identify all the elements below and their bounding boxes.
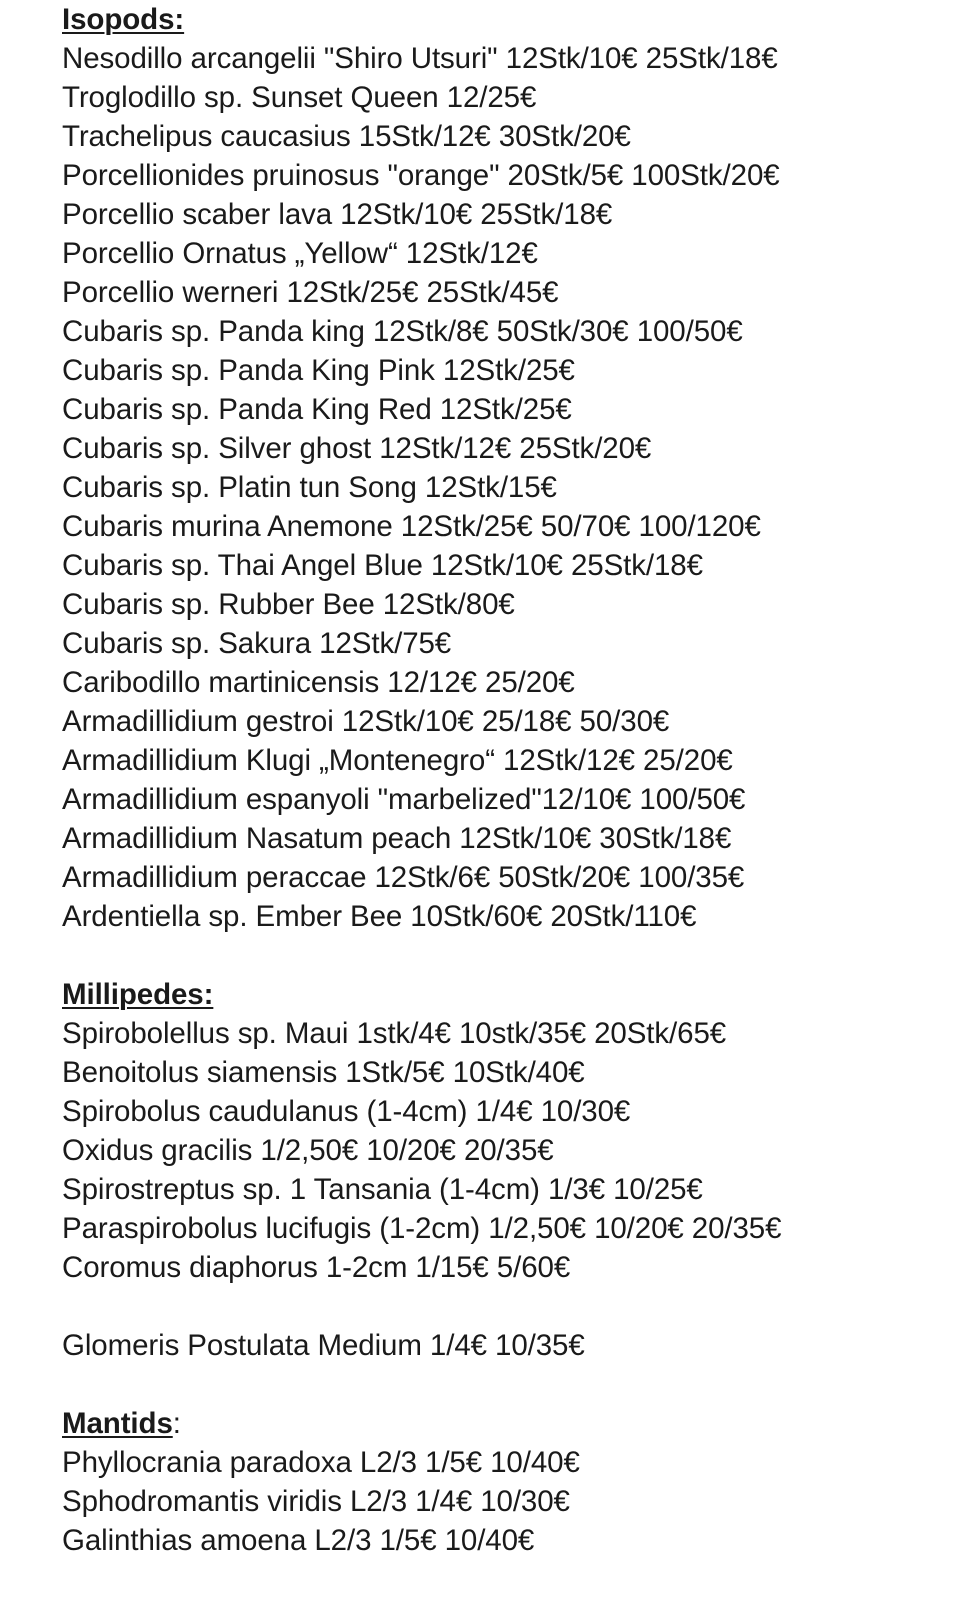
- section-heading-suffix: :: [172, 1407, 181, 1440]
- list-item: Spirobolellus sp. Maui 1stk/4€ 10stk/35€ 20Stk/65€: [62, 1017, 727, 1050]
- blank-line: [62, 936, 959, 975]
- list-item: Phyllocrania paradoxa L2/3 1/5€ 10/40€: [62, 1446, 580, 1479]
- list-item: Coromus diaphorus 1-2cm 1/15€ 5/60€: [62, 1251, 571, 1284]
- list-item: Glomeris Postulata Medium 1/4€ 10/35€: [62, 1329, 585, 1362]
- section-heading-millipedes: [62, 975, 959, 1014]
- list-item: Paraspirobolus lucifugis (1-2cm) 1/2,50€ 10/20€ 20/35€: [62, 1212, 782, 1245]
- list-item: Porcellio werneri 12Stk/25€ 25Stk/45€: [62, 276, 559, 309]
- list-item: Armadillidium Nasatum peach 12Stk/10€ 30Stk/18€: [62, 822, 732, 855]
- list-item: Armadillidium Klugi „Montenegro“ 12Stk/12€ 25/20€: [62, 744, 733, 777]
- section-heading-text: Mantids: [62, 1407, 173, 1440]
- list-item: Cubaris sp. Panda King Pink 12Stk/25€: [62, 354, 575, 387]
- list-item: Cubaris sp. Silver ghost 12Stk/12€ 25Stk/20€: [62, 432, 652, 465]
- list-item: Troglodillo sp. Sunset Queen 12/25€: [62, 81, 537, 114]
- section-heading-text: Isopods:: [62, 3, 185, 36]
- blank-line: [62, 1287, 959, 1326]
- list-item: Armadillidium espanyoli "marbelized"12/10€ 100/50€: [62, 783, 746, 816]
- list-item: Cubaris murina Anemone 12Stk/25€ 50/70€ 100/120€: [62, 510, 761, 543]
- blank-line: [62, 1365, 959, 1404]
- list-item: Caribodillo martinicensis 12/12€ 25/20€: [62, 666, 575, 699]
- list-item: Cubaris sp. Sakura 12Stk/75€: [62, 627, 452, 660]
- list-item: Cubaris sp. Panda King Red 12Stk/25€: [62, 393, 572, 426]
- section-heading-isopods: [62, 0, 959, 39]
- list-item: Spirostreptus sp. 1 Tansania (1-4cm) 1/3€ 10/25€: [62, 1173, 703, 1206]
- section-heading-text: Millipedes:: [62, 978, 214, 1011]
- section-heading-mantids: [62, 1404, 959, 1443]
- list-item: Nesodillo arcangelii "Shiro Utsuri" 12Stk/10€ 25Stk/18€: [62, 42, 778, 75]
- list-item: Porcellionides pruinosus "orange" 20Stk/5€ 100Stk/20€: [62, 159, 780, 192]
- list-item: Trachelipus caucasius 15Stk/12€ 30Stk/20€: [62, 120, 631, 153]
- list-item: Cubaris sp. Rubber Bee 12Stk/80€: [62, 588, 515, 621]
- price-list-document: [62, 0, 959, 1560]
- list-item: Oxidus gracilis 1/2,50€ 10/20€ 20/35€: [62, 1134, 554, 1167]
- list-item: Armadillidium peraccae 12Stk/6€ 50Stk/20€ 100/35€: [62, 861, 745, 894]
- list-item: Porcellio scaber lava 12Stk/10€ 25Stk/18€: [62, 198, 613, 231]
- list-item: Cubaris sp. Panda king 12Stk/8€ 50Stk/30€ 100/50€: [62, 315, 743, 348]
- list-item: Galinthias amoena L2/3 1/5€ 10/40€: [62, 1524, 535, 1557]
- list-item: Armadillidium gestroi 12Stk/10€ 25/18€ 50/30€: [62, 705, 670, 738]
- list-item: Cubaris sp. Thai Angel Blue 12Stk/10€ 25Stk/18€: [62, 549, 703, 582]
- list-item: Ardentiella sp. Ember Bee 10Stk/60€ 20Stk/110€: [62, 900, 697, 933]
- list-item: Benoitolus siamensis 1Stk/5€ 10Stk/40€: [62, 1056, 585, 1089]
- list-item: Spirobolus caudulanus (1-4cm) 1/4€ 10/30€: [62, 1095, 631, 1128]
- list-item: Cubaris sp. Platin tun Song 12Stk/15€: [62, 471, 557, 504]
- list-item: Sphodromantis viridis L2/3 1/4€ 10/30€: [62, 1485, 570, 1518]
- list-item: Porcellio Ornatus „Yellow“ 12Stk/12€: [62, 237, 538, 270]
